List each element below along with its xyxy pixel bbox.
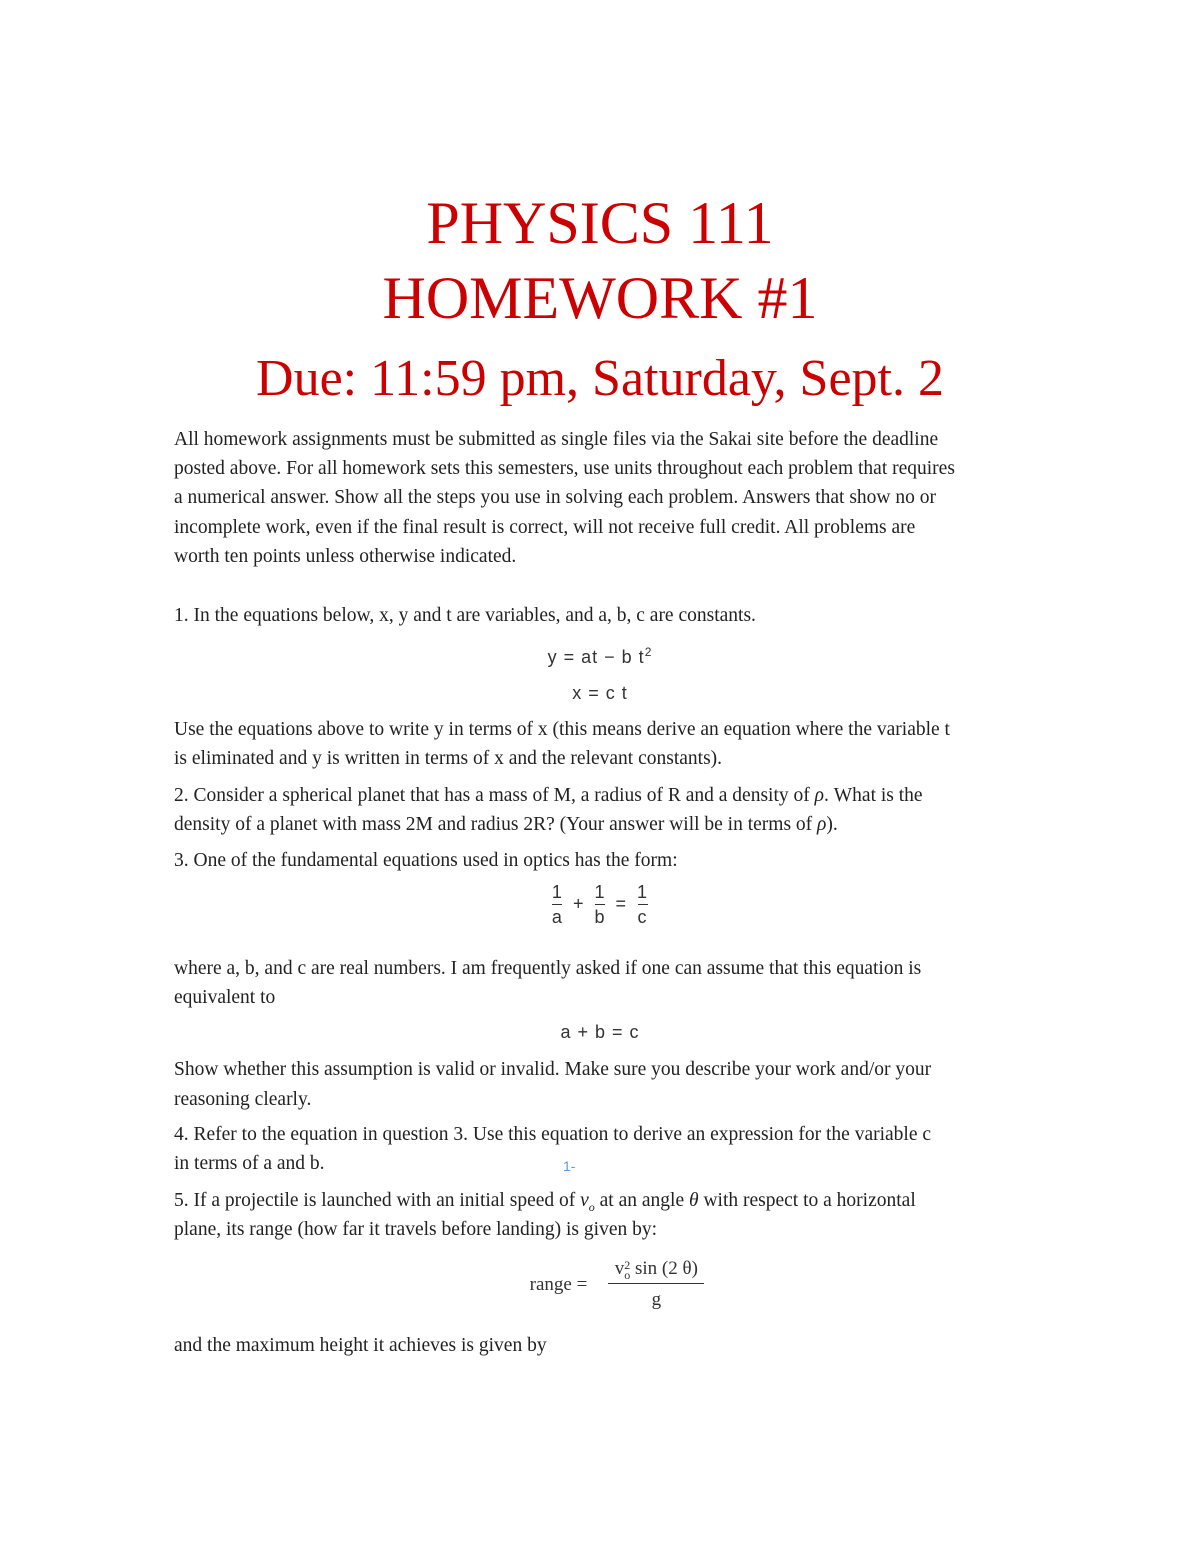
intro-line-4: incomplete work, even if the final result is correct, will not receive full credit. All problems are: [174, 517, 916, 538]
problem-2-line-2: [174, 810, 1094, 840]
sin-term: sin (2 θ): [630, 1258, 698, 1279]
problem-1-prompt: 1. In the equations below, x, y and t are variables, and a, b, c are constants.: [174, 605, 756, 626]
optics-equation: [0, 880, 1200, 929]
subscript-o: o: [588, 1199, 595, 1214]
denominator: b: [594, 907, 606, 927]
problem-3-text-3: Show whether this assumption is valid or invalid. Make sure you describe your work and/or your: [174, 1059, 932, 1080]
problem-4-line-2: in terms of a and b.: [174, 1153, 325, 1174]
problem-2-line-1: [174, 781, 1094, 811]
rho-symbol: ρ: [817, 814, 827, 835]
rho-symbol: ρ: [814, 785, 825, 806]
problem-2-text: ).: [826, 814, 838, 835]
problem-5-line-2: plane, its range (how far it travels before landing) is given by:: [174, 1219, 658, 1240]
range-label: range =: [529, 1274, 588, 1296]
problem-5-text: 5. If a projectile is launched with an initial speed of: [174, 1190, 581, 1211]
range-equation: [0, 1255, 1200, 1316]
subscript: o: [624, 1267, 631, 1282]
intro-line-3: a numerical answer. Show all the steps you use in solving each problem. Answers that show no or: [174, 487, 936, 508]
problem-5-text: with respect to a horizontal: [698, 1190, 916, 1211]
intro-line-1: All homework assignments must be submitted as single files via the Sakai site before the deadline: [174, 429, 939, 450]
fraction-1-over-b: [594, 880, 605, 929]
v0-symbol: [580, 1190, 595, 1214]
equals-sign: =: [615, 893, 628, 914]
fraction-1-over-c: [637, 880, 648, 929]
intro-line-2: posted above. For all homework sets this semesters, use units throughout each problem that requires: [174, 458, 955, 479]
problem-5-line-3: and the maximum height it achieves is given by: [174, 1335, 547, 1356]
numerator: 1: [594, 882, 606, 902]
equation-y-text: y = at − b t: [547, 647, 645, 667]
theta-symbol: θ: [689, 1190, 699, 1211]
fraction-1-over-a: [552, 880, 563, 929]
problem-3-text-1: where a, b, and c are real numbers. I am frequently asked if one can assume that this equation is: [174, 958, 922, 979]
problem-1-text-1: Use the equations above to write y in terms of x (this means derive an equation where the variable t: [174, 719, 950, 740]
due-date: Due: 11:59 pm, Saturday, Sept. 2: [256, 350, 944, 407]
denominator: c: [637, 907, 648, 927]
problem-3-text-4: reasoning clearly.: [174, 1089, 312, 1110]
v-letter: v: [580, 1190, 589, 1211]
range-denominator: g: [651, 1289, 662, 1310]
range-numerator: [606, 1255, 706, 1283]
numerator: 1: [637, 882, 649, 902]
numerator: 1: [551, 882, 563, 902]
plus-sign: +: [572, 893, 585, 914]
problem-3-text-2: equivalent to: [174, 987, 276, 1008]
problem-4-line-1: 4. Refer to the equation in question 3. Use this equation to derive an expression for the variable c: [174, 1124, 932, 1145]
problem-2-text: density of a planet with mass 2M and radius 2R? (Your answer will be in terms of: [174, 814, 818, 835]
v-letter: v: [614, 1258, 625, 1279]
denominator: a: [551, 907, 563, 927]
assignment-title: HOMEWORK #1: [382, 265, 818, 331]
range-fraction: [606, 1255, 706, 1316]
equation-y-exponent: 2: [644, 645, 653, 659]
intro-line-5: worth ten points unless otherwise indicated.: [174, 546, 517, 567]
problem-5-text: at an angle: [594, 1190, 689, 1211]
annotation-mark: 1-: [563, 1158, 576, 1174]
course-title: PHYSICS 111: [426, 190, 774, 256]
problem-1-text-2: is eliminated and y is written in terms of x and the relevant constants).: [174, 748, 723, 769]
equation-y: [0, 645, 1200, 668]
problem-2-text: 2. Consider a spherical planet that has a mass of M, a radius of R and a density of: [174, 785, 815, 806]
equation-x: x = c t: [572, 683, 628, 703]
exponent: 2: [624, 1257, 631, 1272]
problem-3-prompt: 3. One of the fundamental equations used in optics has the form:: [174, 850, 678, 871]
alternative-equation: a + b = c: [560, 1022, 640, 1042]
problem-2-text: . What is the: [824, 785, 923, 806]
